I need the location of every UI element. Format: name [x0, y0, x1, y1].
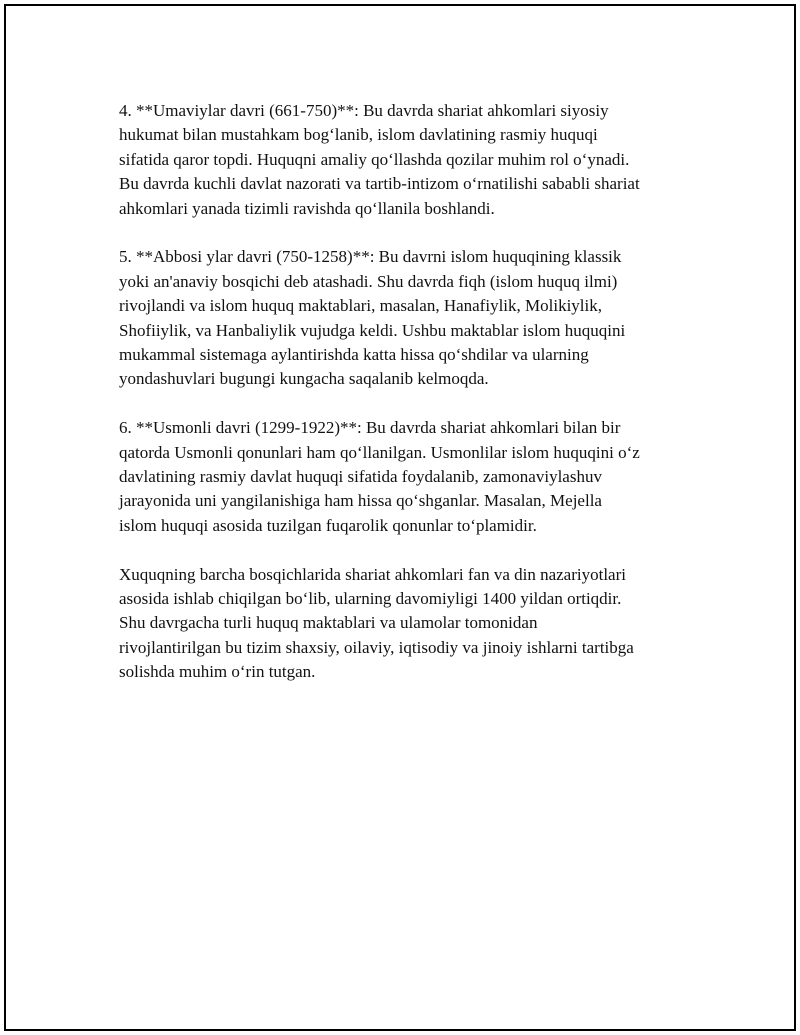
paragraph-usmonli [119, 416, 699, 538]
text-line: qatorda Usmonli qonunlari ham qo‘llanilgan. Usmonlilar islom huquqini o‘z [119, 442, 640, 462]
text-line: hukumat bilan mustahkam bog‘lanib, islom davlatining rasmiy huquqi [119, 125, 598, 145]
document-body [119, 99, 699, 709]
text-line: jarayonida uni yangilanishiga ham hissa qo‘shganlar. Masalan, Mejella [119, 491, 602, 511]
text-line: Shu davrgacha turli huquq maktablari va ulamolar tomonidan [119, 613, 538, 633]
paragraph-abbosiylar [119, 245, 699, 391]
text-line: yoki an'anaviy bosqichi deb atashadi. Shu davrda fiqh (islom huquq ilmi) [119, 271, 618, 291]
paragraph-umaviylar [119, 99, 699, 221]
text-line: yondashuvlari bugungi kungacha saqalanib kelmoqda. [119, 369, 489, 389]
text-line: 6. **Usmonli davri (1299-1922)**: Bu davrda shariat ahkomlari bilan bir [119, 418, 621, 438]
text-line: solishda muhim o‘rin tutgan. [119, 662, 316, 682]
paragraph-conclusion [119, 563, 699, 685]
text-line: islom huquqi asosida tuzilgan fuqarolik qonunlar to‘plamidir. [119, 515, 537, 535]
text-line: ahkomlari yanada tizimli ravishda qo‘llanila boshlandi. [119, 198, 495, 218]
text-line: mukammal sistemaga aylantirishda katta hissa qo‘shdilar va ularning [119, 345, 589, 365]
text-line: Bu davrda kuchli davlat nazorati va tartib-intizom o‘rnatilishi sababli shariat [119, 174, 640, 194]
text-line: rivojlandi va islom huquq maktablari, masalan, Hanafiylik, Molikiylik, [119, 296, 602, 316]
text-line: Shofiiylik, va Hanbaliylik vujudga keldi. Ushbu maktablar islom huquqini [119, 320, 626, 340]
text-line: Xuquqning barcha bosqichlarida shariat ahkomlari fan va din nazariyotlari [119, 564, 626, 584]
text-line: 4. **Umaviylar davri (661-750)**: Bu davrda shariat ahkomlari siyosiy [119, 101, 609, 120]
text-line: rivojlantirilgan bu tizim shaxsiy, oilaviy, iqtisodiy va jinoiy ishlarni tartibga [119, 637, 634, 657]
text-line: davlatining rasmiy davlat huquqi sifatida foydalanib, zamonaviylashuv [119, 467, 602, 487]
text-line: asosida ishlab chiqilgan bo‘lib, ularning davomiyligi 1400 yildan ortiqdir. [119, 589, 622, 609]
page-frame [4, 4, 796, 1031]
text-line: 5. **Abbosi ylar davri (750-1258)**: Bu davrni islom huquqining klassik [119, 247, 622, 267]
text-line: sifatida qaror topdi. Huquqni amaliy qo‘llashda qozilar muhim rol o‘ynadi. [119, 149, 630, 169]
